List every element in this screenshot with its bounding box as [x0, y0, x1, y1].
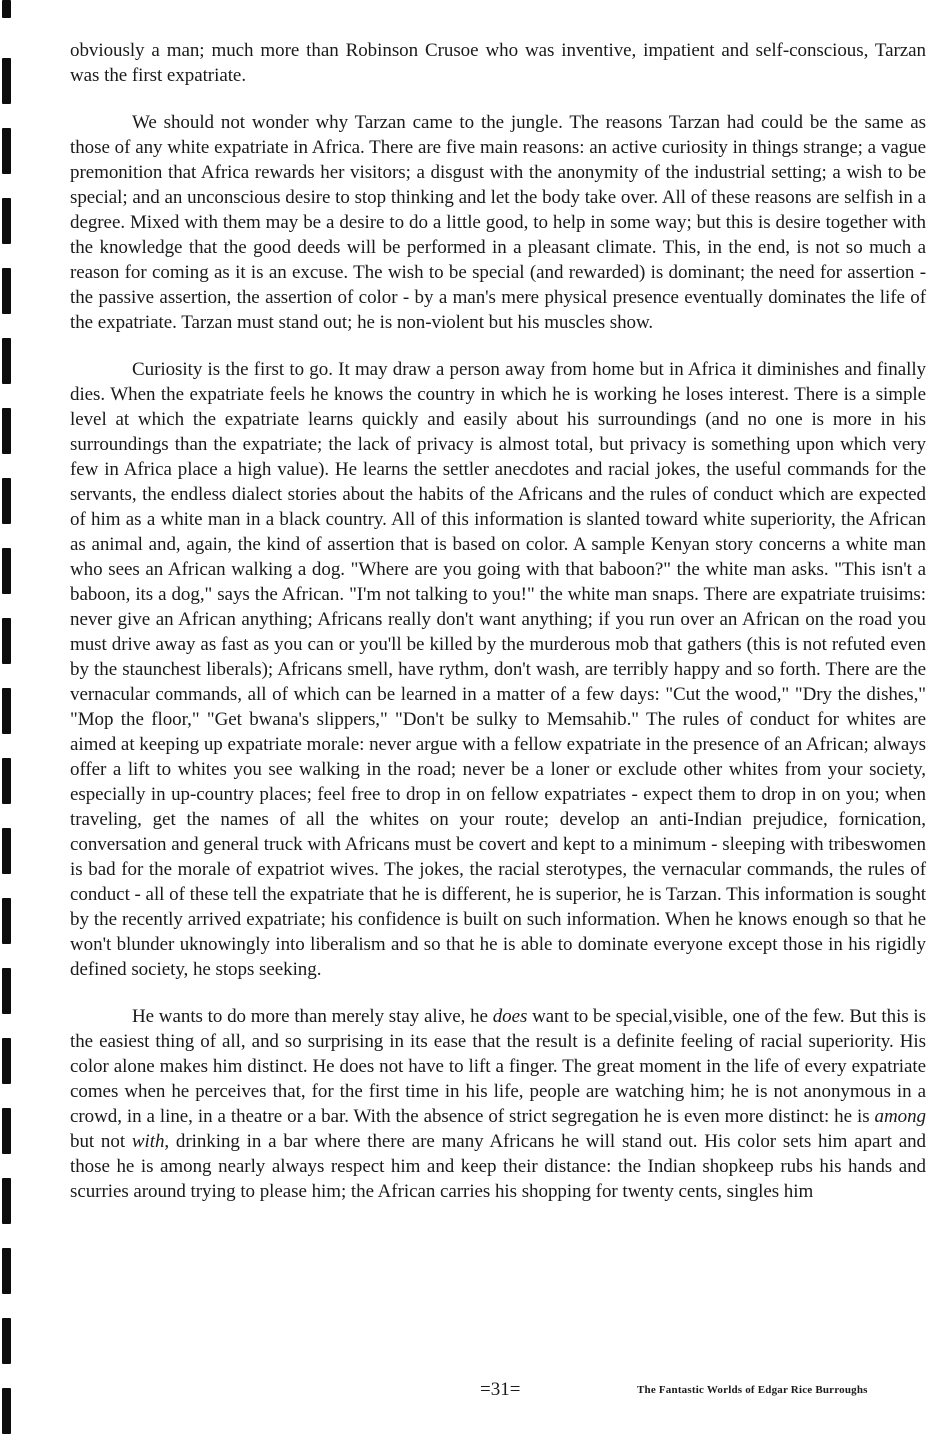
binder-hole — [2, 338, 11, 384]
binder-hole — [2, 408, 11, 454]
italic-text: does — [492, 1006, 528, 1027]
binder-hole — [2, 478, 11, 524]
running-title: The Fantastic Worlds of Edgar Rice Burroughs — [637, 1384, 868, 1396]
text-run: but not — [70, 1131, 132, 1152]
text-run: want to be special,visible, one of the few. But this is the easiest thing of all, and so surprising in its ease that the result is a definite feeling of racial superiority. His color alone makes him distinct. He does not have to lift a finger. The great moment in the life of every expatriate comes when he perceives that, for the first time in his life, people are watching him; he is not anonymous in a crowd, in a line, in a theatre or a bar. With the absence of strict segregation he is even more distinct: he is — [70, 1006, 926, 1127]
text-run: We should not wonder why Tarzan came to the jungle. The reasons Tarzan had could be the same as those of any white expatriate in Africa. There are five main reasons: an active curiosity in things strange; a vague premonition that Africa rewards her visitors; a disgust with the anonymity of the industrial setting; a wish to be special; and an unconscious desire to stop thinking and let the body take over. All of these reasons are selfish in a degree. Mixed with them may be a desire to do a little good, to help in some way; but this is desire together with the knowledge that the good deeds will be performed in a pleasant climate. This, in the end, is not so much a reason for coming as it is an excuse. The wish to be special (and rewarded) is dominant; the need for assertion - the passive assertion, the assertion of color - by a man's mere physical presence eventually dominates the life of the expatriate. Tarzan must stand out; he is non-violent but his muscles show. — [70, 112, 926, 333]
text-run: He wants to do more than merely stay alive, he — [132, 1006, 493, 1027]
binder-hole-strip — [0, 0, 14, 1438]
binder-hole — [2, 1318, 11, 1364]
binder-hole — [2, 1038, 11, 1084]
binder-hole — [2, 268, 11, 314]
text-run: obviously a man; much more than Robinson Crusoe who was inventive, impatient and self-conscious, Tarzan was the first expatriate. — [70, 40, 926, 86]
text-run: , drinking in a bar where there are many Africans he will stand out. His color sets him apart and those he is among nearly always respect him and keep their distance: the Indian shopkeep rubs his hands and scurries around trying to please him; the African carries his shopping for twenty cents, singles him — [70, 1131, 926, 1202]
binder-hole — [2, 1178, 11, 1224]
binder-hole — [2, 198, 11, 244]
page-body — [70, 38, 926, 1226]
binder-hole — [2, 1248, 11, 1294]
paragraph-3 — [70, 357, 926, 982]
binder-hole — [2, 828, 11, 874]
binder-hole — [2, 898, 11, 944]
page-number: =31= — [480, 1379, 521, 1400]
italic-text: with — [131, 1131, 165, 1152]
italic-text: among — [874, 1106, 926, 1127]
binder-hole — [2, 758, 11, 804]
text-run: Curiosity is the first to go. It may draw a person away from home but in Africa it diminishes and finally dies. When the expatriate feels he knows the country in which he is working he loses interest. There is a simple level at which the expatriate learns quickly and easily about his surroundings (and no one is more in his surroundings than the expatriate; the lack of privacy is almost total, but privacy is something upon which very few in Africa place a high value). He learns the settler anecdotes and racial jokes, the useful commands for the servants, the endless dialect stories about the habits of the Africans and the rules of conduct which are expected of him as a white man in a black country. All of this information is slanted toward white superiority, the African as animal and, again, the kind of assertion that is based on color. A sample Kenyan story concerns a white man who sees an African walking a dog. "Where are you going with that baboon?" the white man asks. "This isn't a baboon, its a dog," says the African. "I'm not talking to you!" the white man snaps. There are expatriate truisims: never give an African anything; Africans really don't want anything; if you run over an African on the road you must drive away as fast as you can or you'll be killed by the murderous mob that gathers (this is not refuted even by the staunchest liberals); Africans smell, have rythm, don't wash, are terribly happy and so forth. There are the vernacular commands, all of which can be learned in a matter of a few days: "Cut the wood," "Dry the dishes," "Mop the floor," "Get bwana's slippers," "Don't be sulky to Memsahib." The rules of conduct for whites are aimed at keeping up expatriate morale: never argue with a fellow expatriate in the presence of an African; always offer a lift to whites you see walking in the road; never be a loner or exclude other whites from your society, especially in up-country places; feel free to drop in on fellow expatriates - expect them to drop in on you; when traveling, get the names of all the whites on your route; develop an anti-Indian prejudice, fornication, conversation and general truck with Africans must be covert and kept to a minimum - sleeping with tribeswomen is bad for the morale of expatriot wives. The jokes, the racial sterotypes, the vernacular commands, the rules of conduct - all of these tell the expatriate that he is different, he is superior, he is Tarzan. This information is sought by the recently arrived expatriate; his confidence is built on such information. When he knows enough so that he won't blunder uknowingly into liberalism and so that he is able to dominate everyone except those in his rigidly defined society, he stops seeking. — [70, 359, 926, 980]
binder-hole — [2, 618, 11, 664]
binder-hole — [2, 0, 11, 18]
paragraph-2 — [70, 110, 926, 335]
paragraph-1 — [70, 38, 926, 88]
paragraph-4 — [70, 1004, 926, 1204]
binder-hole — [2, 968, 11, 1014]
binder-hole — [2, 548, 11, 594]
binder-hole — [2, 1108, 11, 1154]
binder-hole — [2, 58, 11, 104]
binder-hole — [2, 128, 11, 174]
page-footer — [0, 1378, 936, 1402]
binder-hole — [2, 688, 11, 734]
